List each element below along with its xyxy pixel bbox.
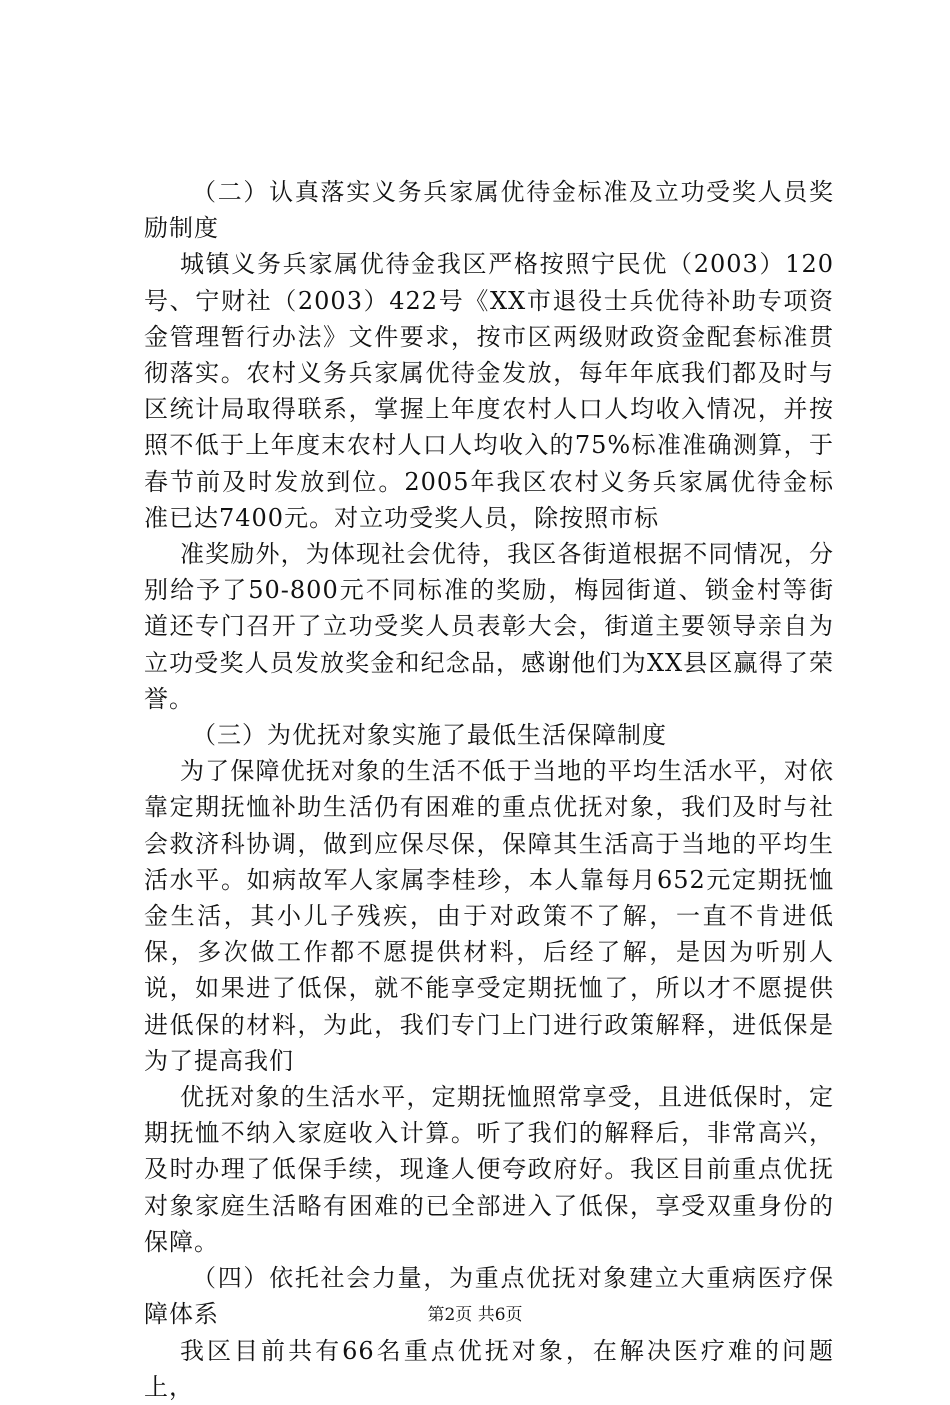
- section-heading-3: （三）为优抚对象实施了最低生活保障制度: [192, 721, 667, 750]
- page-footer: 第2页 共6页: [427, 1305, 523, 1325]
- body-paragraph: 我区目前共有66名重点优抚对象，在解决医疗难的问题上，: [144, 1336, 834, 1401]
- section-heading-2: （二）认真落实义务兵家属优待金标准及立功受奖人员奖励制度: [144, 178, 834, 243]
- document-body: [144, 174, 834, 1405]
- body-paragraph: 优抚对象的生活水平，定期抚恤照常享受，且进低保时，定期抚恤不纳入家庭收入计算。听了我们的解释后，非常高兴，及时办理了低保手续，现逢人便夸政府好。我区目前重点优抚对象家庭生活略有困难的已全部进入了低保，享受双重身份的保障。: [144, 1083, 834, 1256]
- body-paragraph: 为了保障优抚对象的生活不低于当地的平均生活水平，对依靠定期抚恤补助生活仍有困难的重点优抚对象，我们及时与社会救济科协调，做到应保尽保，保障其生活高于当地的平均生活水平。如病故军人家属李桂珍，本人靠每月652元定期抚恤金生活，其小儿子残疾，由于对政策不了解，一直不肯进低保，多次做工作都不愿提供材料，后经了解，是因为听别人说，如果进了低保，就不能享受定期抚恤了，所以才不愿提供进低保的材料，为此，我们专门上门进行政策解释，进低保是为了提高我们: [144, 757, 834, 1075]
- body-paragraph: 城镇义务兵家属优待金我区严格按照宁民优（2003）120号、宁财社（2003）422号《XX市退役士兵优待补助专项资金管理暂行办法》文件要求，按市区两级财政资金配套标准贯彻落实。农村义务兵家属优待金发放，每年年底我们都及时与区统计局取得联系，掌握上年度农村人口人均收入情况，并按照不低于上年度末农村人口人均收入的75%标准准确测算，于春节前及时发放到位。2005年我区农村义务兵家属优待金标准已达7400元。对立功受奖人员，除按照市标: [144, 250, 834, 532]
- body-paragraph: 准奖励外，为体现社会优待，我区各街道根据不同情况，分别给予了50-800元不同标准的奖励，梅园街道、锁金村等街道还专门召开了立功受奖人员表彰大会，街道主要领导亲自为立功受奖人员发放奖金和纪念品，感谢他们为XX县区赢得了荣誉。: [144, 540, 834, 713]
- section-heading-4: （四）依托社会力量，为重点优抚对象建立大重病医疗保障体系: [144, 1264, 834, 1329]
